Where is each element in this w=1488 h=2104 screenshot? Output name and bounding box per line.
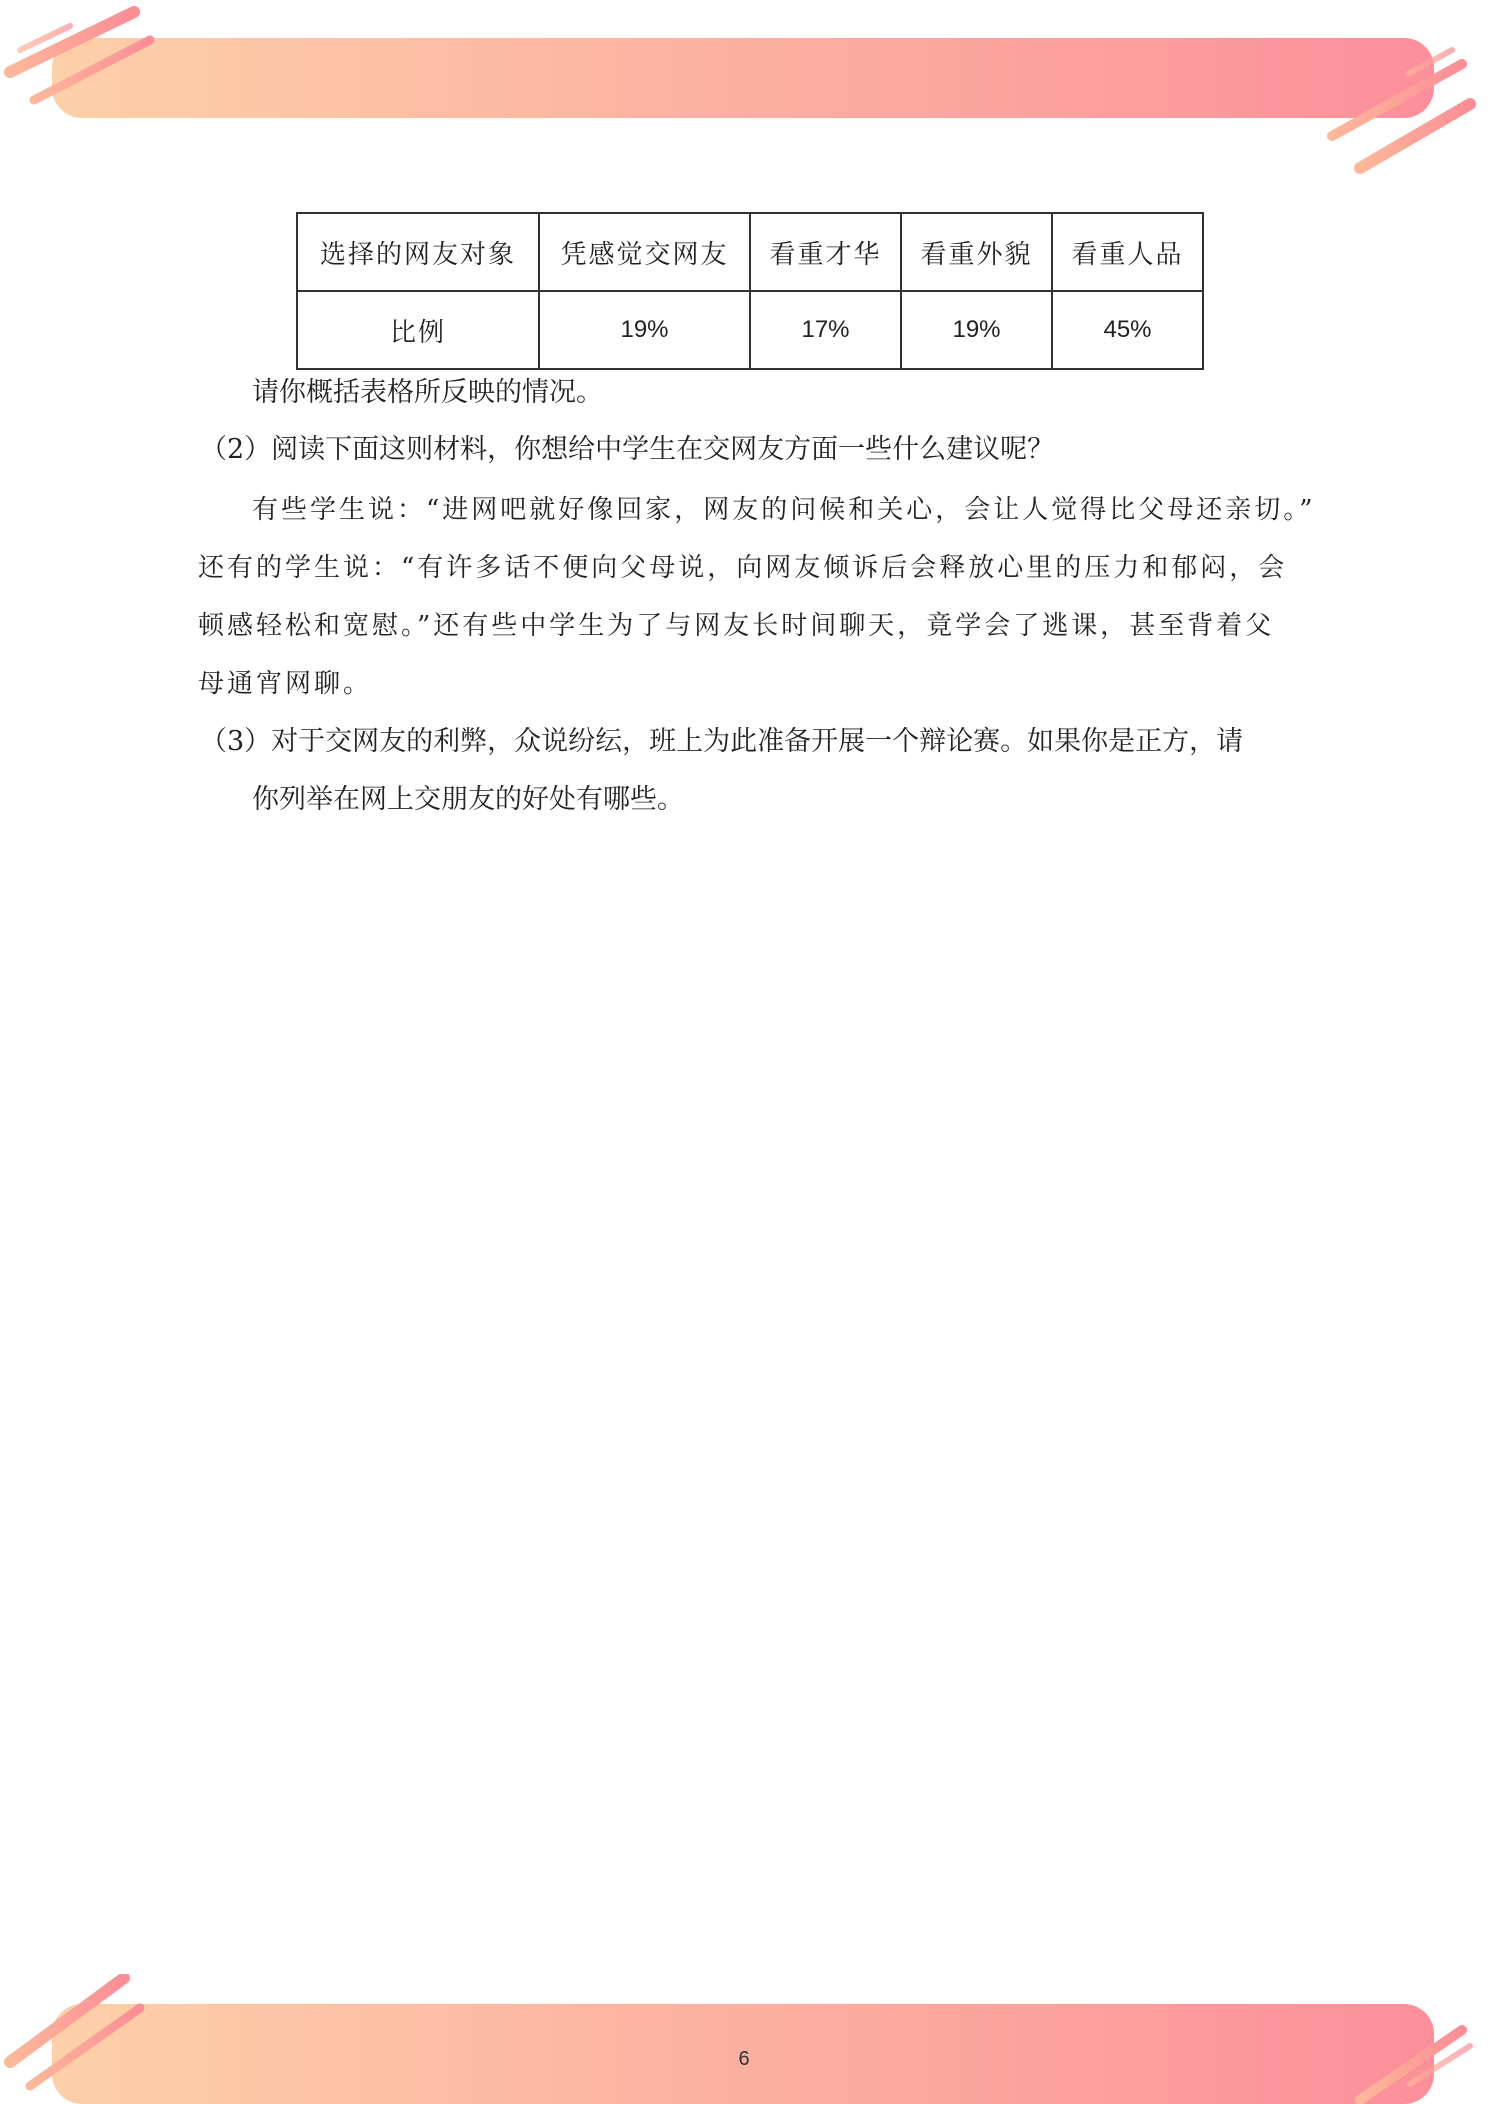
- page-number: 6: [738, 2048, 750, 2070]
- q2-material-line: 母通宵网聊。: [198, 669, 373, 699]
- table-header-row: [297, 213, 1203, 291]
- table-row: [297, 291, 1203, 369]
- q3-continuation: 你列举在网上交朋友的好处有哪些。: [252, 784, 684, 815]
- q2-material-line: 还有的学生说：“有许多话不便向父母说，向网友倾诉后会释放心里的压力和郁闷，会: [198, 553, 1288, 583]
- survey-table: [296, 212, 1204, 370]
- footer-banner: [0, 1974, 1488, 2104]
- table-cell: 17%: [750, 291, 901, 369]
- header-band: [52, 38, 1434, 118]
- q2-title: （2）阅读下面这则材料，你想给中学生在交网友方面一些什么建议呢？: [200, 434, 1055, 465]
- table-header-cell: 选择的网友对象: [297, 213, 539, 291]
- table-cell: 19%: [539, 291, 750, 369]
- table-cell: 19%: [901, 291, 1052, 369]
- table-header-cell: 看重才华: [750, 213, 901, 291]
- table-row-label: 比例: [297, 291, 539, 369]
- q3-title: （3）对于交网友的利弊，众说纷纭，班上为此准备开展一个辩论赛。如果你是正方，请: [200, 726, 1244, 757]
- q2-material-line: 有些学生说：“进网吧就好像回家，网友的问候和关心，会让人觉得比父母还亲切。”: [252, 495, 1316, 525]
- table-header-cell: 看重外貌: [901, 213, 1052, 291]
- table-cell: 45%: [1052, 291, 1203, 369]
- table-header-cell: 凭感觉交网友: [539, 213, 750, 291]
- q1-prompt: 请你概括表格所反映的情况。: [252, 377, 603, 408]
- table-header-cell: 看重人品: [1052, 213, 1203, 291]
- header-banner: [0, 0, 1488, 130]
- survey-table-container: [296, 212, 1204, 370]
- q2-material-line: 顿感轻松和宽慰。”还有些中学生为了与网友长时间聊天，竟学会了逃课，甚至背着父: [198, 611, 1275, 641]
